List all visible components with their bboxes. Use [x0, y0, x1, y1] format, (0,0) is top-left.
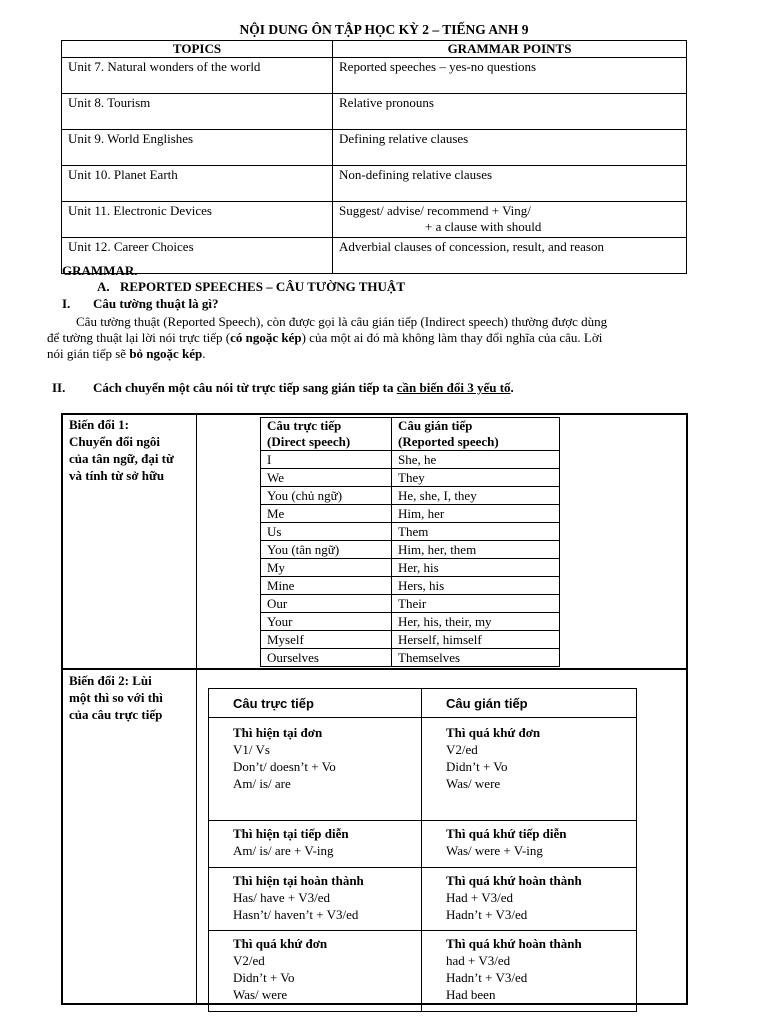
- tense-name: Thì quá khứ đơn: [446, 725, 541, 740]
- table-row: [261, 613, 560, 631]
- grammar-cell: Adverbial clauses of concession, result, and reason: [333, 238, 687, 274]
- grammar-cell: [333, 202, 687, 238]
- tense-name: Thì quá khứ hoàn thành: [446, 936, 582, 951]
- table-row: [261, 469, 560, 487]
- reported-cell: Herself, himself: [392, 631, 560, 649]
- grammar-line: Suggest/ advise/ recommend + Ving/: [339, 203, 531, 218]
- paragraph-text: nói gián tiếp sẽ: [47, 346, 130, 361]
- change-1-label: [69, 416, 174, 484]
- paragraph-emphasis: có ngoặc kép: [230, 330, 302, 345]
- direct-cell: Our: [261, 595, 392, 613]
- column-divider: [196, 413, 197, 1005]
- table-row: [261, 487, 560, 505]
- tense-form: Am/ is/ are: [233, 776, 291, 791]
- reported-tense-cell: [422, 931, 637, 1012]
- change-1-line: và tính từ sở hữu: [69, 468, 165, 483]
- section-a-heading: REPORTED SPEECHES – CÂU TƯỜNG THUẬT: [120, 279, 405, 294]
- pronoun-header-row: [261, 418, 560, 451]
- tense-form: Don’t/ doesn’t + Vo: [233, 759, 336, 774]
- change-2-line: một thì so với thì: [69, 690, 163, 705]
- tense-form: Has/ have + V3/ed: [233, 890, 330, 905]
- change-2-line: của câu trực tiếp: [69, 707, 163, 722]
- section-ii-number: II.: [52, 380, 66, 395]
- section-ii-heading: [93, 380, 514, 396]
- reported-speech-header: Câu gián tiếp: [422, 689, 637, 718]
- tense-form: Was/ were + V-ing: [446, 843, 543, 858]
- direct-speech-header: Câu trực tiếp: [209, 689, 422, 718]
- section-i-heading: Câu tường thuật là gì?: [93, 296, 219, 311]
- tense-form: Hadn’t + V3/ed: [446, 970, 528, 985]
- section-ii-text: .: [510, 380, 514, 395]
- table-row: [261, 523, 560, 541]
- section-a-number: A.: [97, 279, 110, 294]
- reported-cell: She, he: [392, 451, 560, 469]
- tense-form: had + V3/ed: [446, 953, 511, 968]
- tense-name: Thì quá khứ hoàn thành: [446, 873, 582, 888]
- tense-name: Thì hiện tại hoàn thành: [233, 873, 364, 888]
- reported-cell: Her, his: [392, 559, 560, 577]
- tense-table: [208, 688, 637, 1012]
- change-2-line: Biến đổi 2: Lùi: [69, 673, 152, 688]
- header-line: (Direct speech): [267, 434, 351, 449]
- table-row: [62, 166, 687, 202]
- reported-tense-cell: [422, 868, 637, 931]
- grammar-header: GRAMMAR POINTS: [333, 41, 687, 58]
- tense-form: Was/ were: [233, 987, 288, 1002]
- topic-cell: Unit 9. World Englishes: [62, 130, 333, 166]
- direct-cell: We: [261, 469, 392, 487]
- grammar-cell: Relative pronouns: [333, 94, 687, 130]
- direct-cell: Mine: [261, 577, 392, 595]
- section-ii-underlined: cần biến đổi 3 yếu tố: [396, 380, 511, 395]
- table-header-row: [62, 41, 687, 58]
- tense-form: Had + V3/ed: [446, 890, 514, 905]
- topics-header: TOPICS: [62, 41, 333, 58]
- direct-tense-cell: [209, 868, 422, 931]
- paragraph-line-3: [47, 346, 206, 362]
- header-line: (Reported speech): [398, 434, 499, 449]
- direct-cell: You (tân ngữ): [261, 541, 392, 559]
- paragraph-line-1: Câu tường thuật (Reported Speech), còn được gọi là câu gián tiếp (Indirect speech) thường được dùng: [76, 314, 608, 329]
- tense-name: Thì hiện tại tiếp diễn: [233, 826, 349, 841]
- topic-cell: Unit 12. Career Choices: [62, 238, 333, 274]
- table-row: [209, 718, 637, 821]
- header-line: Câu trực tiếp: [267, 418, 342, 433]
- direct-cell: Your: [261, 613, 392, 631]
- tense-form: V1/ Vs: [233, 742, 270, 757]
- reported-cell: Hers, his: [392, 577, 560, 595]
- direct-cell: My: [261, 559, 392, 577]
- topic-cell: Unit 10. Planet Earth: [62, 166, 333, 202]
- section-ii-text: Cách chuyển một câu nói từ trực tiếp sang gián tiếp ta: [93, 380, 397, 395]
- grammar-cell: Reported speeches – yes-no questions: [333, 58, 687, 94]
- direct-cell: Ourselves: [261, 649, 392, 667]
- topic-cell: Unit 11. Electronic Devices: [62, 202, 333, 238]
- table-row: [261, 505, 560, 523]
- table-row: [261, 451, 560, 469]
- reported-cell: Themselves: [392, 649, 560, 667]
- tense-form: Didn’t + Vo: [233, 970, 295, 985]
- reported-speech-header: [392, 418, 560, 451]
- table-row: [62, 238, 687, 274]
- tense-form: Didn’t + Vo: [446, 759, 508, 774]
- reported-cell: Her, his, their, my: [392, 613, 560, 631]
- reported-cell: He, she, I, they: [392, 487, 560, 505]
- tense-form: V2/ed: [233, 953, 265, 968]
- reported-cell: Them: [392, 523, 560, 541]
- section-i-number: I.: [62, 296, 71, 311]
- change-1-line: Chuyển đổi ngôi: [69, 434, 161, 449]
- direct-tense-cell: [209, 931, 422, 1012]
- reported-tense-cell: [422, 718, 637, 821]
- table-row: [261, 595, 560, 613]
- grammar-heading: GRAMMAR.: [62, 263, 138, 278]
- table-row: [62, 94, 687, 130]
- reported-cell: Him, her: [392, 505, 560, 523]
- tense-name: Thì hiện tại đơn: [233, 725, 323, 740]
- table-row: [62, 202, 687, 238]
- table-row: [261, 649, 560, 667]
- table-row: [209, 821, 637, 868]
- change-1-line: của tân ngữ, đại từ: [69, 451, 174, 466]
- grammar-cell: Non-defining relative clauses: [333, 166, 687, 202]
- reported-cell: Him, her, them: [392, 541, 560, 559]
- table-row: [209, 868, 637, 931]
- table-row: [261, 559, 560, 577]
- direct-tense-cell: [209, 718, 422, 821]
- direct-tense-cell: [209, 821, 422, 868]
- tense-form: V2/ed: [446, 742, 478, 757]
- tense-form: Had been: [446, 987, 496, 1002]
- tense-name: Thì quá khứ đơn: [233, 936, 328, 951]
- paragraph-emphasis: bỏ ngoặc kép: [129, 346, 203, 361]
- direct-cell: Us: [261, 523, 392, 541]
- tense-form: Am/ is/ are + V-ing: [233, 843, 334, 858]
- reported-cell: Their: [392, 595, 560, 613]
- direct-cell: Me: [261, 505, 392, 523]
- topic-cell: Unit 7. Natural wonders of the world: [62, 58, 333, 94]
- tense-header-row: [209, 689, 637, 718]
- row-divider: [61, 668, 688, 670]
- paragraph-text: ) của một ai đó mà không làm thay đổi nghĩa của câu. Lời: [301, 330, 603, 345]
- topic-cell: Unit 8. Tourism: [62, 94, 333, 130]
- table-row: [261, 631, 560, 649]
- document-title: NỘI DUNG ÔN TẬP HỌC KỲ 2 – TIẾNG ANH 9: [239, 22, 529, 37]
- topics-table: [61, 40, 687, 274]
- change-1-line: Biến đổi 1:: [69, 417, 129, 432]
- tense-form: Was/ were: [446, 776, 501, 791]
- paragraph-text: để tường thuật lại lời nói trực tiếp (: [47, 330, 231, 345]
- tense-form: Hasn’t/ haven’t + V3/ed: [233, 907, 359, 922]
- tense-form: Hadn’t + V3/ed: [446, 907, 528, 922]
- header-line: Câu gián tiếp: [398, 418, 473, 433]
- reported-cell: They: [392, 469, 560, 487]
- change-2-label: [69, 672, 163, 723]
- table-row: [209, 931, 637, 1012]
- table-row: [261, 577, 560, 595]
- table-row: [261, 541, 560, 559]
- tense-name: Thì quá khứ tiếp diễn: [446, 826, 567, 841]
- direct-cell: I: [261, 451, 392, 469]
- grammar-line-continued: + a clause with should: [425, 219, 542, 234]
- direct-speech-header: [261, 418, 392, 451]
- grammar-cell: Defining relative clauses: [333, 130, 687, 166]
- direct-cell: Myself: [261, 631, 392, 649]
- reported-tense-cell: [422, 821, 637, 868]
- direct-cell: You (chủ ngữ): [261, 487, 392, 505]
- paragraph-line-2: [47, 330, 602, 346]
- pronoun-table: [260, 417, 560, 667]
- table-row: [62, 130, 687, 166]
- table-row: [62, 58, 687, 94]
- paragraph-text: .: [202, 346, 206, 361]
